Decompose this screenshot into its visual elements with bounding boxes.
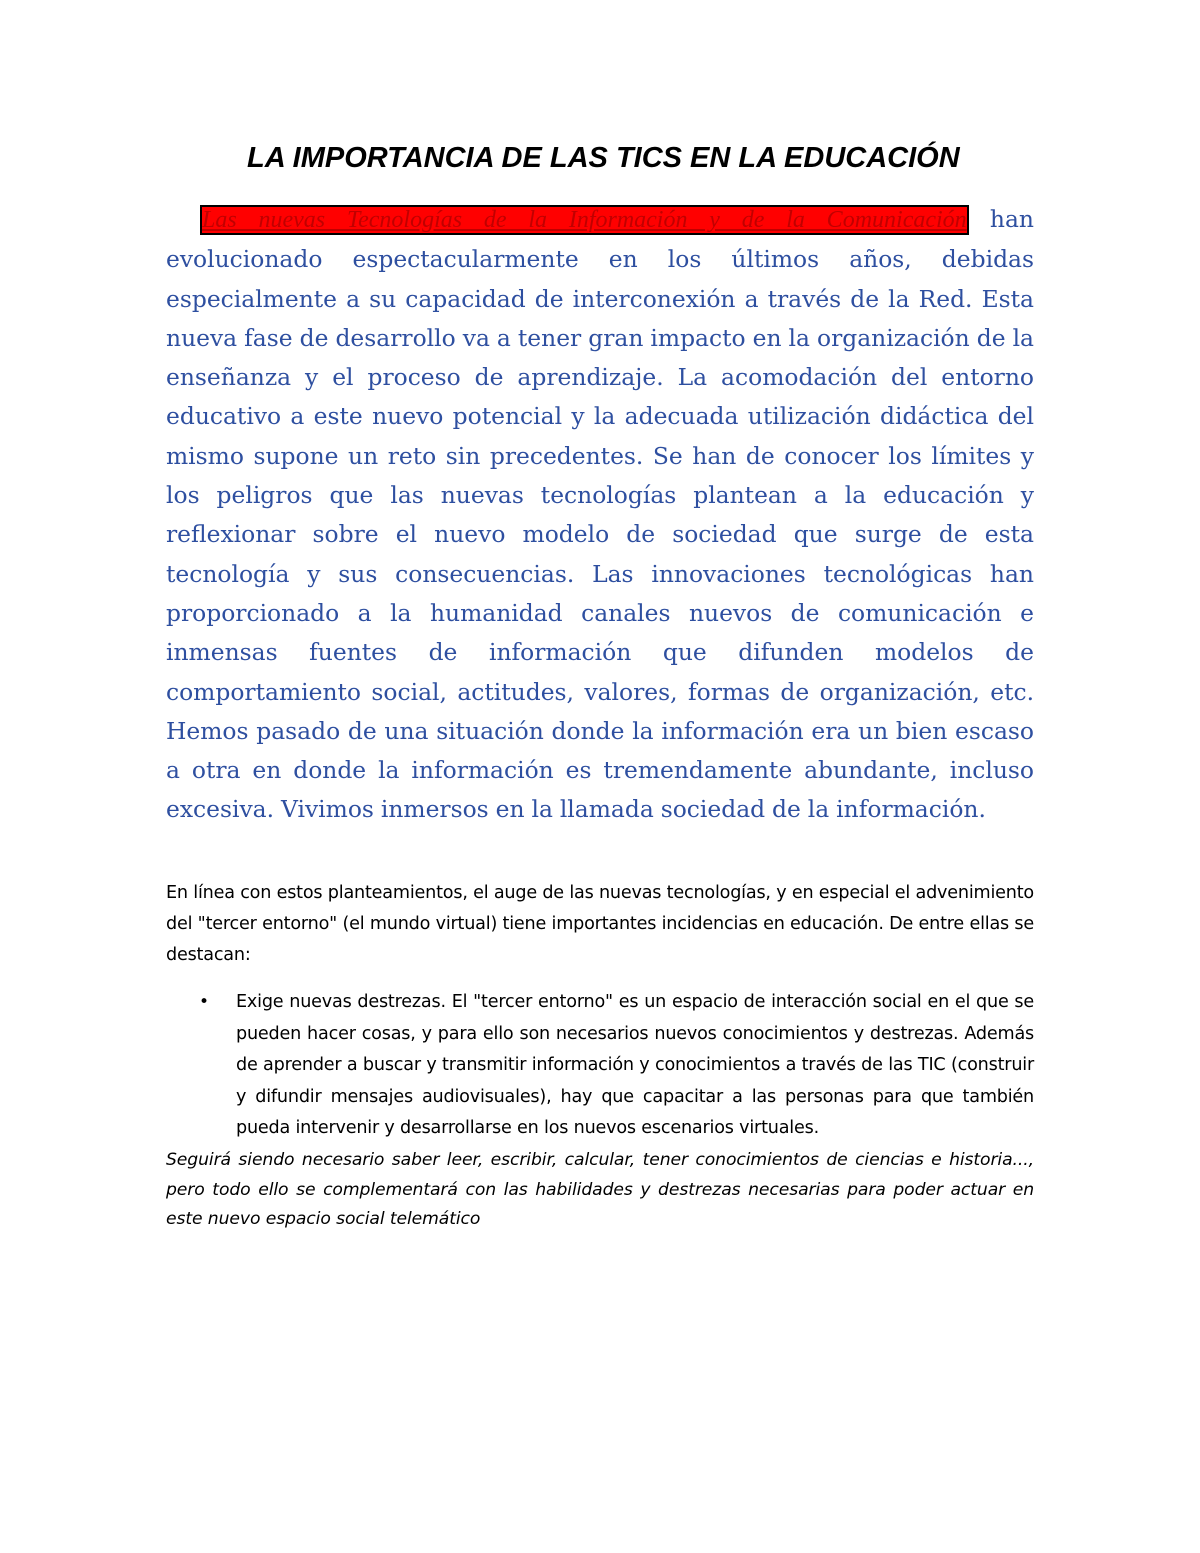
highlighted-link[interactable]: Las nuevas Tecnologías de la Información y de la Comunicación <box>202 207 967 233</box>
closing-paragraph: Seguirá siendo necesario saber leer, escribir, calcular, tener conocimientos de ciencias e historia..., pero todo ello se complementará con las habilidades y destrezas necesarias para poder actuar en este nuevo espacio social telemático <box>166 1150 1034 1229</box>
document-title: LA IMPORTANCIA DE LAS TICS EN LA EDUCACIÓN <box>247 142 960 174</box>
list-item <box>166 987 1034 1145</box>
secondary-paragraph: En línea con estos planteamientos, el auge de las nuevas tecnologías, y en especial el advenimiento del "tercer entorno" (el mundo virtual) tiene importantes incidencias en educación. De entre ellas se destacan: <box>166 883 1034 965</box>
bullet-icon: • <box>199 992 209 1012</box>
intro-paragraph <box>166 200 1034 830</box>
intro-body-text: han evolucionado espectacularmente en los últimos años, debidas especialmente a su capacidad de interconexión a través de la Red. Esta nueva fase de desarrollo va a tener gran impacto en la organización de la enseñanza y el proceso de aprendizaje. La acomodación del entorno educativo a este nuevo potencial y la adecuada utilización didáctica del mismo supone un reto sin precedentes. Se han de conocer los límites y los peligros que las nuevas tecnologías plantean a la educación y reflexionar sobre el nuevo modelo de sociedad que surge de esta tecnología y sus consecuencias. Las innovaciones tecnológicas han proporcionado a la humanidad canales nuevos de comunicación e inmensas fuentes de información que difunden modelos de comportamiento social, actitudes, valores, formas de organización, etc. Hemos pasado de una situación donde la información era un bien escaso a otra en donde la información es tremendamente abundante, incluso excesiva. Vivimos inmersos en la llamada sociedad de la información. <box>166 205 1034 824</box>
bullet-list <box>166 987 1034 1145</box>
list-item-text: Exige nuevas destrezas. El "tercer entorno" es un espacio de interacción social en el que se pueden hacer cosas, y para ello son necesarios nuevos conocimientos y destrezas. Además de aprender a buscar y transmitir información y conocimientos a través de las TIC (construir y difundir mensajes audiovisuales), hay que capacitar a las personas para que también pueda intervenir y desarrollarse en los nuevos escenarios virtuales. <box>236 992 1034 1138</box>
